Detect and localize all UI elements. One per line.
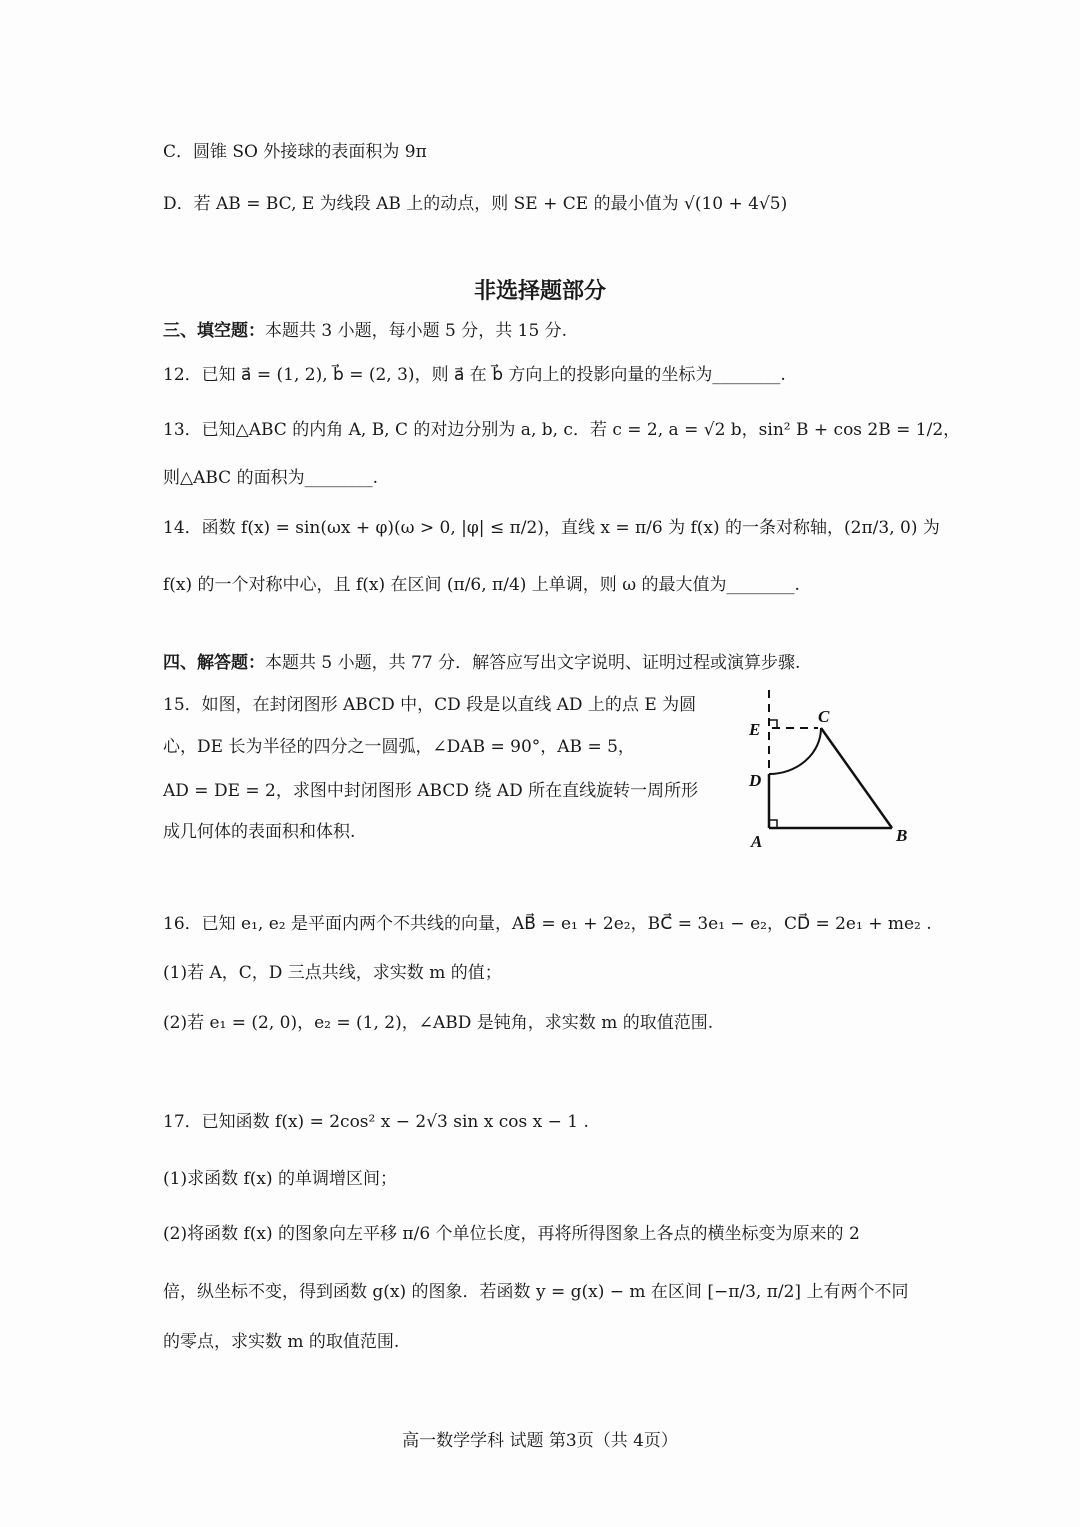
section-title: 非选择题部分 — [473, 279, 606, 304]
fill-blank-desc: 本题共 3 小题，每小题 5 分，共 15 分. — [265, 321, 568, 341]
option-d: D．若 AB = BC, E 为线段 AB 上的动点，则 SE + CE 的最小值为 √(10 + 4√5) — [163, 194, 788, 214]
arc-cd — [769, 728, 821, 774]
right-angle-e — [769, 720, 777, 728]
question-15-line3: AD = DE = 2，求图中封闭图形 ABCD 绕 AD 所在直线旋转一周所形 — [163, 781, 699, 801]
page-footer: 高一数学学科 试题 第3页（共 4页） — [402, 1431, 678, 1451]
label-d: D — [749, 771, 762, 790]
question-13-line1: 13．已知△ABC 的内角 A, B, C 的对边分别为 a, b, c．若 c = 2, a = √2 b，sin² B + cos 2B = 1/2， — [163, 420, 961, 440]
label-a: A — [751, 832, 763, 851]
question-17-part2-line1: (2)将函数 f(x) 的图象向左平移 π/6 个单位长度，再将所得图象上各点的横坐标变为原来的 2 — [163, 1224, 860, 1244]
question-12: 12．已知 a⃗ = (1, 2), b⃗ = (2, 3)，则 a⃗ 在 b⃗ 方向上的投影向量的坐标为________. — [163, 365, 786, 385]
question-16-line1: 16．已知 e₁, e₂ 是平面内两个不共线的向量，AB⃗ = e₁ + 2e₂，BC⃗ = 3e₁ − e₂，CD⃗ = 2e₁ + me₂ . — [163, 914, 932, 934]
question-15-line4: 成几何体的表面积和体积. — [163, 822, 356, 842]
question-14-line1: 14．函数 f(x) = sin(ωx + φ)(ω > 0, |φ| ≤ π/2)，直线 x = π/6 为 f(x) 的一条对称轴，(2π/3, 0) 为 — [163, 518, 940, 538]
question-13-line2: 则△ABC 的面积为________. — [163, 468, 378, 488]
question-15-line1: 15．如图，在封闭图形 ABCD 中，CD 段是以直线 AD 上的点 E 为圆 — [163, 695, 697, 715]
answer-heading-label: 四、解答题： — [163, 653, 265, 673]
question-16-part1: (1)若 A，C，D 三点共线，求实数 m 的值； — [163, 963, 502, 983]
question-17-line1: 17．已知函数 f(x) = 2cos² x − 2√3 sin x cos x − 1 . — [163, 1112, 589, 1132]
question-17-part1: (1)求函数 f(x) 的单调增区间； — [163, 1169, 398, 1189]
question-15-line2: 心，DE 长为半径的四分之一圆弧，∠DAB = 90°，AB = 5， — [163, 737, 635, 757]
fill-blank-heading — [163, 319, 567, 343]
question-17-part2-line3: 的零点，求实数 m 的取值范围. — [163, 1332, 400, 1352]
label-b: B — [896, 826, 908, 845]
question-16-part2: (2)若 e₁ = (2, 0)，e₂ = (1, 2)，∠ABD 是钝角，求实数 m 的取值范围. — [163, 1013, 714, 1033]
segment-bc — [821, 728, 892, 828]
fill-blank-heading-label: 三、填空题： — [163, 321, 265, 341]
option-c: C．圆锥 SO 外接球的表面积为 9π — [163, 142, 427, 162]
label-e: E — [749, 720, 761, 739]
figure-abcd — [742, 690, 922, 860]
question-14-line2: f(x) 的一个对称中心，且 f(x) 在区间 (π/6, π/4) 上单调，则 ω 的最大值为________. — [163, 575, 800, 595]
answer-heading — [163, 651, 800, 675]
question-17-part2-line2: 倍，纵坐标不变，得到函数 g(x) 的图象．若函数 y = g(x) − m 在区间 [−π/3, π/2] 上有两个不同 — [163, 1282, 909, 1302]
label-c: C — [818, 707, 830, 726]
answer-desc: 本题共 5 小题，共 77 分．解答应写出文字说明、证明过程或演算步骤. — [265, 653, 801, 673]
